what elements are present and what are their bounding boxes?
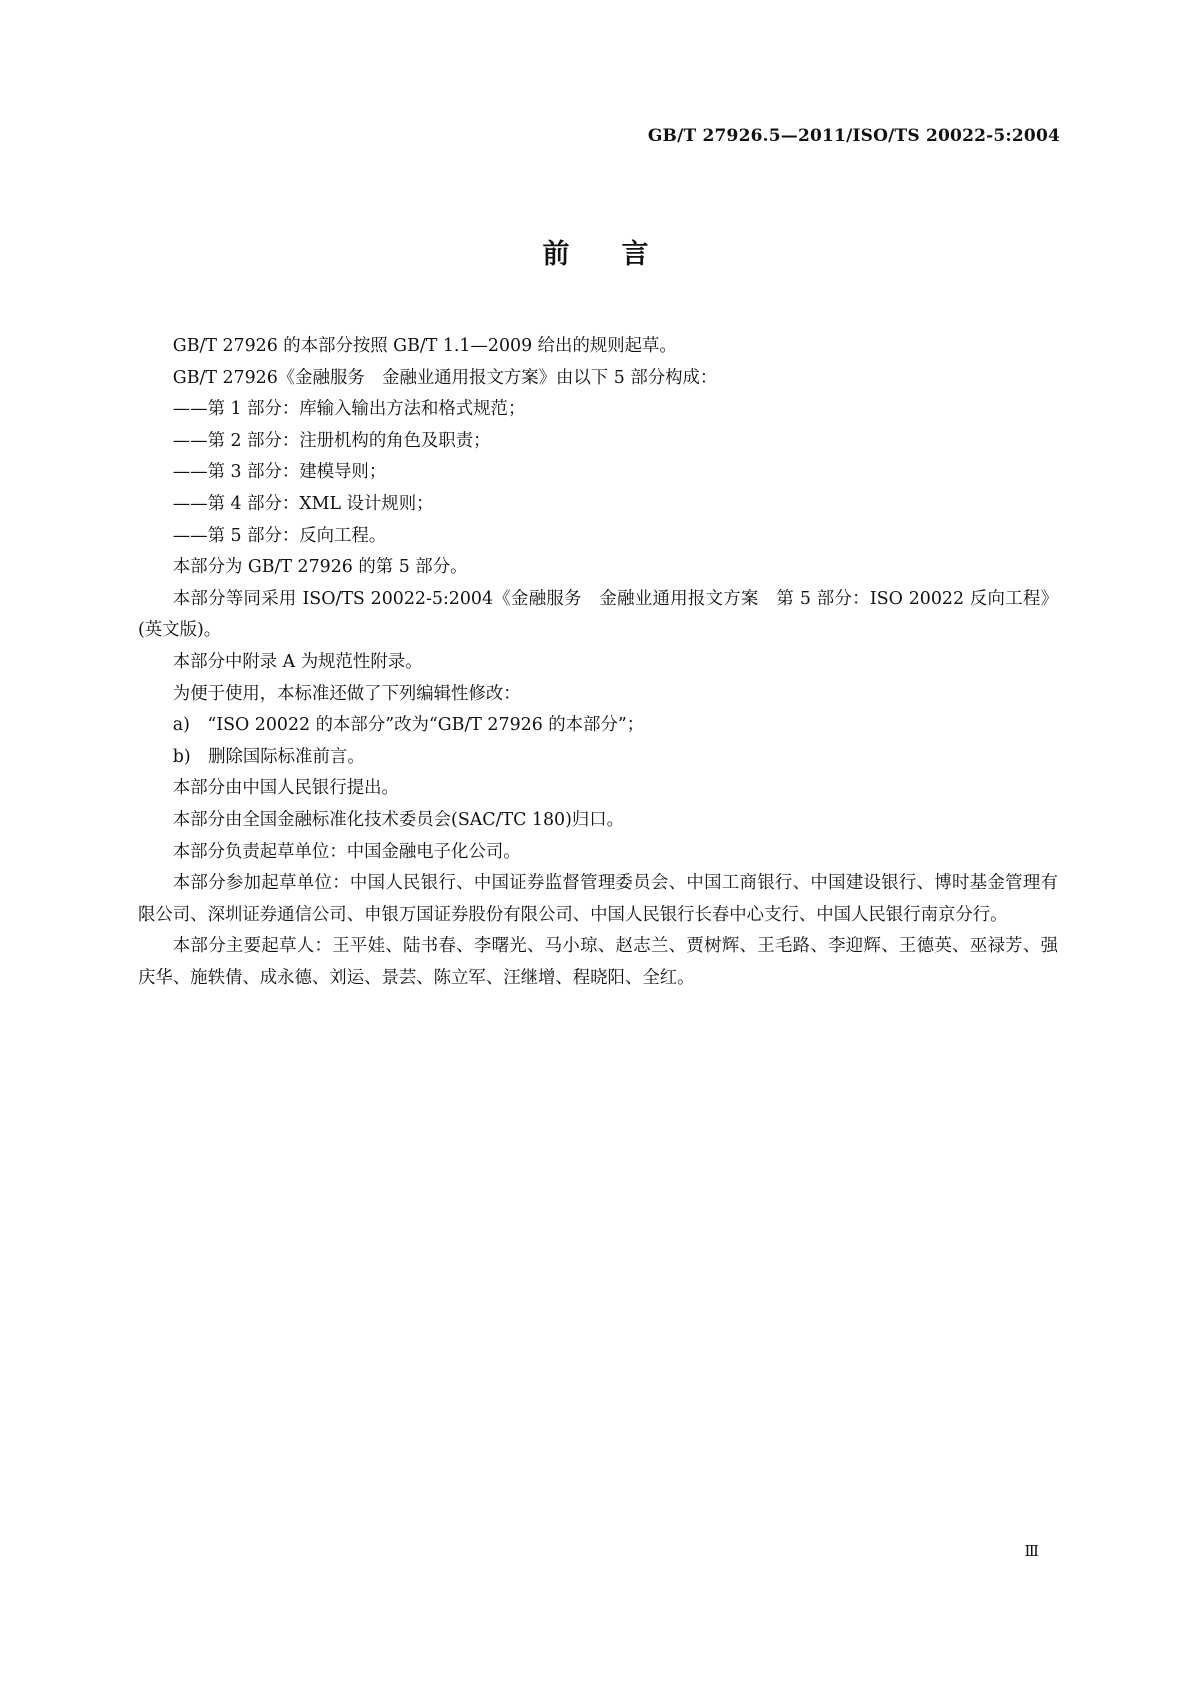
page-title: 前言: [542, 239, 701, 270]
list-item-part-4: ——第 4 部分：XML 设计规则；: [172, 493, 434, 514]
paragraph-part-number: 本部分为 GB/T 27926 的第 5 部分。: [172, 557, 468, 578]
list-item-edit-b: b) 删除国际标准前言。: [172, 746, 365, 767]
paragraph-committee: 本部分由全国金融标准化技术委员会(SAC/TC 180)归口。: [172, 809, 625, 830]
standard-code-header: GB/T 27926.5—2011/ISO/TS 20022-5:2004: [647, 126, 1060, 146]
page-number: Ⅲ: [1024, 1542, 1039, 1560]
list-item-part-1: ——第 1 部分：库输入输出方法和格式规范；: [172, 399, 526, 420]
list-item-part-5: ——第 5 部分：反向工程。: [172, 525, 387, 546]
paragraph-editorial-intro: 为便于使用，本标准还做了下列编辑性修改：: [172, 683, 521, 704]
paragraph-adoption: 本部分等同采用 ISO/TS 20022-5:2004《金融服务 金融业通用报文方案 第 5 部分：ISO 20022 反向工程》(英文版)。: [138, 588, 1058, 641]
paragraph-proposer: 本部分由中国人民银行提出。: [172, 778, 399, 799]
paragraph-participating-drafters: 本部分参加起草单位：中国人民银行、中国证券监督管理委员会、中国工商银行、中国建设银行、博时基金管理有限公司、深圳证券通信公司、申银万国证券股份有限公司、中国人民银行长春中心支行、中国人民银行南京分行。: [138, 873, 1058, 925]
preface-body: [138, 331, 1058, 994]
paragraph-annex: 本部分中附录 A 为规范性附录。: [172, 651, 423, 672]
paragraph-parts-intro: GB/T 27926《金融服务 金融业通用报文方案》由以下 5 部分构成：: [172, 367, 718, 388]
paragraph-lead-drafter: 本部分负责起草单位：中国金融电子化公司。: [172, 841, 521, 862]
paragraph-main-drafters: 本部分主要起草人：王平娃、陆书春、李曙光、马小琼、赵志兰、贾树辉、王毛路、李迎辉、王德英、巫禄芳、强庆华、施轶倩、成永德、刘运、景芸、陈立军、汪继增、程晓阳、全红。: [138, 936, 1058, 988]
paragraph-drafting-rules: GB/T 27926 的本部分按照 GB/T 1.1—2009 给出的规则起草。: [172, 336, 677, 356]
list-item-edit-a: a) “ISO 20022 的本部分”改为“GB/T 27926 的本部分”；: [172, 715, 645, 736]
list-item-part-3: ——第 3 部分：建模导则；: [172, 462, 387, 483]
list-item-part-2: ——第 2 部分：注册机构的角色及职责；: [172, 430, 491, 451]
